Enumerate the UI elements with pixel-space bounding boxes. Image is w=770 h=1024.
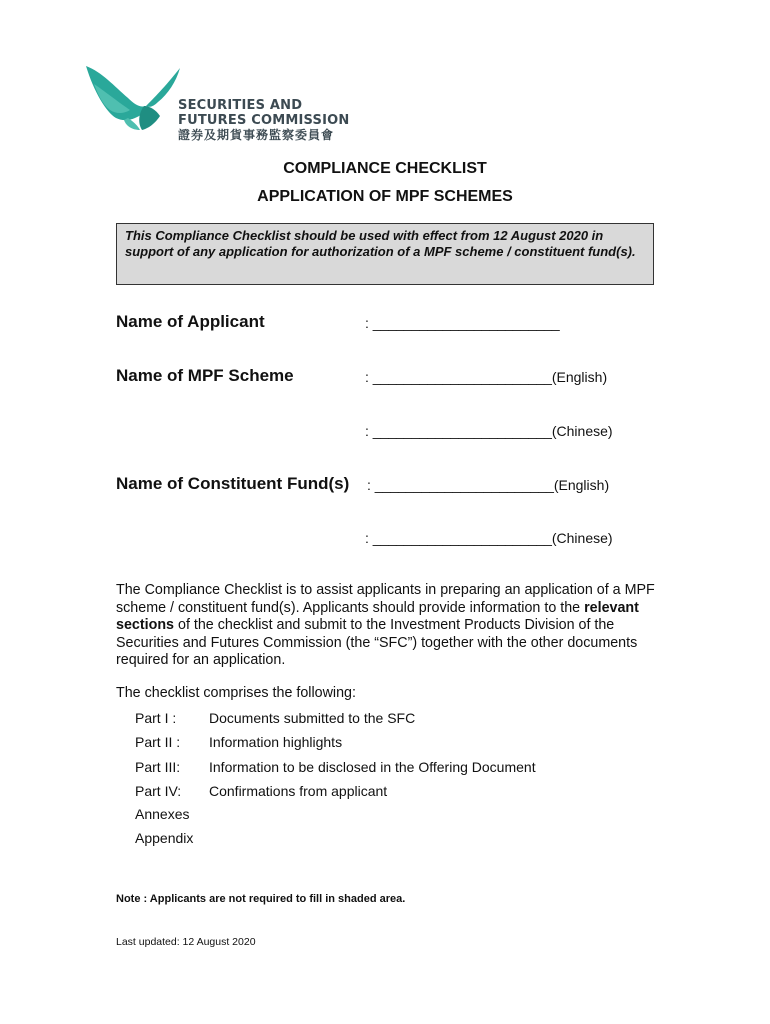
list-item-desc: Information to be disclosed in the Offering Document <box>209 759 536 775</box>
logo-line-1: SECURITIES AND <box>178 98 303 113</box>
list-item-desc: Information highlights <box>209 734 343 750</box>
intro-text-2: of the checklist and submit to the Investment Products Division of the Securities and Futures Commission (the “SFC”) together with the other documents required for an application. <box>116 617 638 669</box>
logo-line-3: 證券及期貨事務監察委員會 <box>178 128 335 142</box>
last-updated: Last updated: 12 August 2020 <box>116 936 256 948</box>
intro-paragraph <box>116 582 661 670</box>
scheme-label: Name of MPF Scheme <box>116 366 294 385</box>
sfc-logo <box>84 62 354 152</box>
list-item-label: Appendix <box>135 830 194 846</box>
applicant-field[interactable]: : ________________________ <box>365 315 560 331</box>
list-item-desc: Documents submitted to the SFC <box>209 710 416 726</box>
list-item-label: Part II : <box>135 734 181 750</box>
document-title: COMPLIANCE CHECKLIST <box>283 160 487 177</box>
logo-text <box>178 98 349 143</box>
fund-label <box>116 474 349 494</box>
list-item <box>135 830 209 846</box>
list-item-label: Part I : <box>135 710 177 726</box>
fund-chinese-field[interactable]: : _______________________(Chinese) <box>365 530 613 546</box>
eagle-icon <box>84 62 184 132</box>
list-item <box>135 759 536 775</box>
scheme-english-field[interactable]: : _______________________(English) <box>365 369 608 385</box>
effective-notice-box: This Compliance Checklist should be used with effect from 12 August 2020 in support of any application for authorization of a MPF scheme / constituent fund(s). <box>116 223 654 285</box>
list-item-label: Part III: <box>135 759 181 775</box>
shaded-area-note: Note : Applicants are not required to fill in shaded area. <box>116 893 406 905</box>
list-item-label: Annexes <box>135 806 190 822</box>
list-item-label: Part IV: <box>135 783 182 799</box>
list-item <box>135 734 342 750</box>
logo-line-2: FUTURES COMMISSION <box>178 113 350 128</box>
list-item-desc: Confirmations from applicant <box>209 783 388 799</box>
intro-text-1: The Compliance Checklist is to assist applicants in preparing an application of a MPF scheme / constituent fund(s). Applicants should provide information to the <box>116 582 655 616</box>
scheme-chinese-field[interactable]: : _______________________(Chinese) <box>365 423 613 439</box>
fund-label-text: Name of Constituent Fund(s) <box>116 474 350 493</box>
list-intro: The checklist comprises the following: <box>116 685 356 701</box>
document-subtitle: APPLICATION OF MPF SCHEMES <box>257 188 513 205</box>
list-item <box>135 783 387 799</box>
intro-bold: relevant sections <box>116 599 639 634</box>
list-item <box>135 710 415 726</box>
fund-english-field[interactable]: : _______________________(English) <box>367 477 610 493</box>
list-item <box>135 806 209 822</box>
applicant-label: Name of Applicant <box>116 312 265 331</box>
